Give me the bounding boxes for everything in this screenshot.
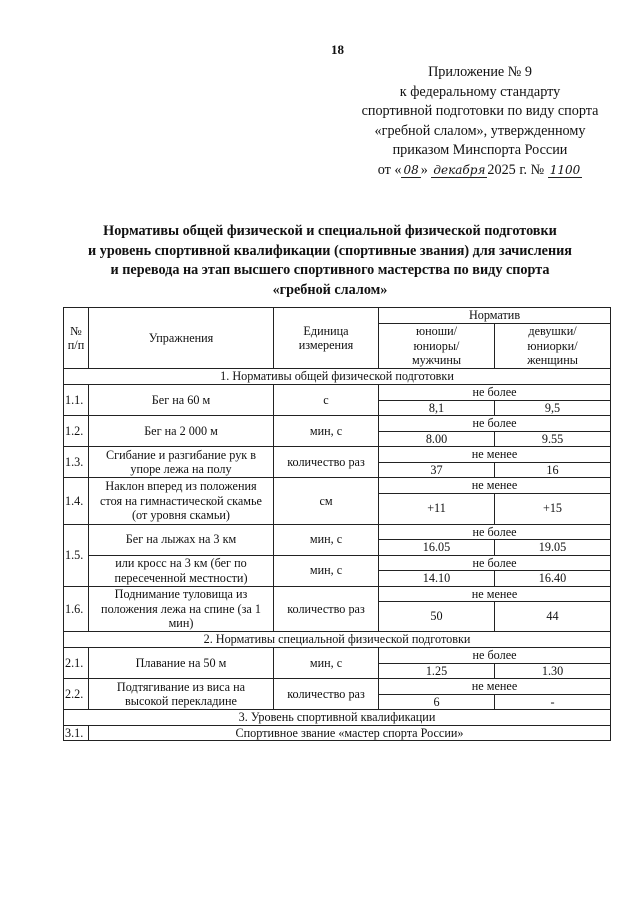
handwritten-order-number: 1100 (549, 162, 581, 177)
row-unit: мин, с (274, 524, 379, 555)
header-male: юноши/ юниоры/ мужчины (379, 324, 495, 369)
row-exercise-alt: или кросс на 3 км (бег по пересеченной местности) (89, 555, 274, 586)
row-female-value: 1.30 (495, 663, 611, 679)
row-num: 1.2. (64, 416, 89, 447)
title-line: и перевода на этап высшего спортивного мастерства по виду спорта (110, 262, 550, 278)
row-condition-alt: не более (379, 555, 611, 571)
header-unit: Единица измерения (274, 308, 379, 369)
row-num: 1.4. (64, 478, 89, 525)
row-num: 2.1. (64, 648, 89, 679)
page-number: 18 (331, 42, 344, 57)
row-unit: с (274, 385, 379, 416)
row-exercise: Сгибание и разгибание рук в упоре лежа на полу (89, 447, 274, 478)
section-title: 3. Уровень спортивной квалификации (64, 710, 611, 726)
row-female-value: +15 (495, 493, 611, 524)
document-title (60, 222, 600, 300)
row-exercise: Поднимание туловища из положения лежа на спине (за 1 мин) (89, 586, 274, 632)
order-date-line (330, 161, 630, 181)
row-female-value: - (495, 694, 611, 710)
title-line: и уровень спортивной квалификации (спортивные звания) для зачисления (88, 242, 572, 259)
section-title: 2. Нормативы специальной физической подготовки (64, 632, 611, 648)
appendix-line: к федеральному стандарту (399, 83, 561, 100)
row-male-value: 8,1 (379, 400, 495, 416)
row-male-value: 37 (379, 462, 495, 478)
row-condition: не более (379, 648, 611, 664)
row-male-value: 1.25 (379, 663, 495, 679)
header-female: девушки/ юниорки/ женщины (495, 324, 611, 369)
row-condition: не менее (379, 586, 611, 602)
row-num: 2.2. (64, 679, 89, 710)
appendix-line: спортивной подготовки по виду спорта (361, 103, 599, 120)
row-unit: количество раз (274, 679, 379, 710)
row-condition: не менее (379, 447, 611, 463)
row-female-value: 9,5 (495, 400, 611, 416)
row-male-value-alt: 14.10 (379, 571, 495, 587)
row-exercise: Подтягивание из виса на высокой перекладине (89, 679, 274, 710)
row-male-value: 16.05 (379, 540, 495, 556)
row-female-value: 9.55 (495, 431, 611, 447)
row-unit: мин, с (274, 416, 379, 447)
row-exercise: Наклон вперед из положения стоя на гимнастической скамье (от уровня скамьи) (89, 478, 274, 525)
row-num: 1.6. (64, 586, 89, 632)
header-norm: Норматив (379, 308, 611, 324)
title-line: Нормативы общей физической и специальной физической подготовки (103, 223, 557, 239)
row-female-value: 19.05 (495, 540, 611, 556)
row-female-value: 44 (495, 602, 611, 632)
appendix-block (330, 63, 630, 181)
header-num: № п/п (64, 308, 89, 369)
row-num: 3.1. (64, 725, 89, 741)
row-exercise: Бег на 60 м (89, 385, 274, 416)
row-unit: количество раз (274, 447, 379, 478)
row-male-value: 50 (379, 602, 495, 632)
appendix-line: Приложение № 9 (428, 64, 532, 80)
row-condition: не более (379, 416, 611, 432)
row-exercise: Бег на 2 000 м (89, 416, 274, 447)
title-line: «гребной слалом» (272, 281, 388, 298)
row-male-value: 8.00 (379, 431, 495, 447)
header-exercise: Упражнения (89, 308, 274, 369)
date-mid: » (420, 161, 428, 178)
row-num: 1.5. (64, 524, 89, 586)
row-unit: мин, с (274, 648, 379, 679)
row-condition: не более (379, 524, 611, 540)
row-female-value-alt: 16.40 (495, 571, 611, 587)
row-num: 1.1. (64, 385, 89, 416)
row-qualification: Спортивное звание «мастер спорта России» (89, 725, 611, 741)
row-male-value: +11 (379, 493, 495, 524)
section-title: 1. Нормативы общей физической подготовки (64, 369, 611, 385)
row-unit: количество раз (274, 586, 379, 632)
appendix-line: приказом Минспорта России (392, 142, 568, 159)
row-male-value: 6 (379, 694, 495, 710)
handwritten-day: 08 (403, 162, 419, 177)
row-condition: не более (379, 385, 611, 401)
norms-table (63, 307, 611, 741)
date-year: 2025 г. № (487, 161, 545, 178)
row-unit: см (274, 478, 379, 525)
row-num: 1.3. (64, 447, 89, 478)
row-condition: не менее (379, 679, 611, 695)
appendix-line: «гребной слалом», утвержденному (374, 122, 586, 139)
row-unit-alt: мин, с (274, 555, 379, 586)
row-exercise: Плавание на 50 м (89, 648, 274, 679)
row-exercise: Бег на лыжах на 3 км (89, 524, 274, 555)
row-condition: не менее (379, 478, 611, 494)
handwritten-month: декабря (433, 162, 486, 177)
date-prefix: от « (377, 161, 402, 178)
row-female-value: 16 (495, 462, 611, 478)
